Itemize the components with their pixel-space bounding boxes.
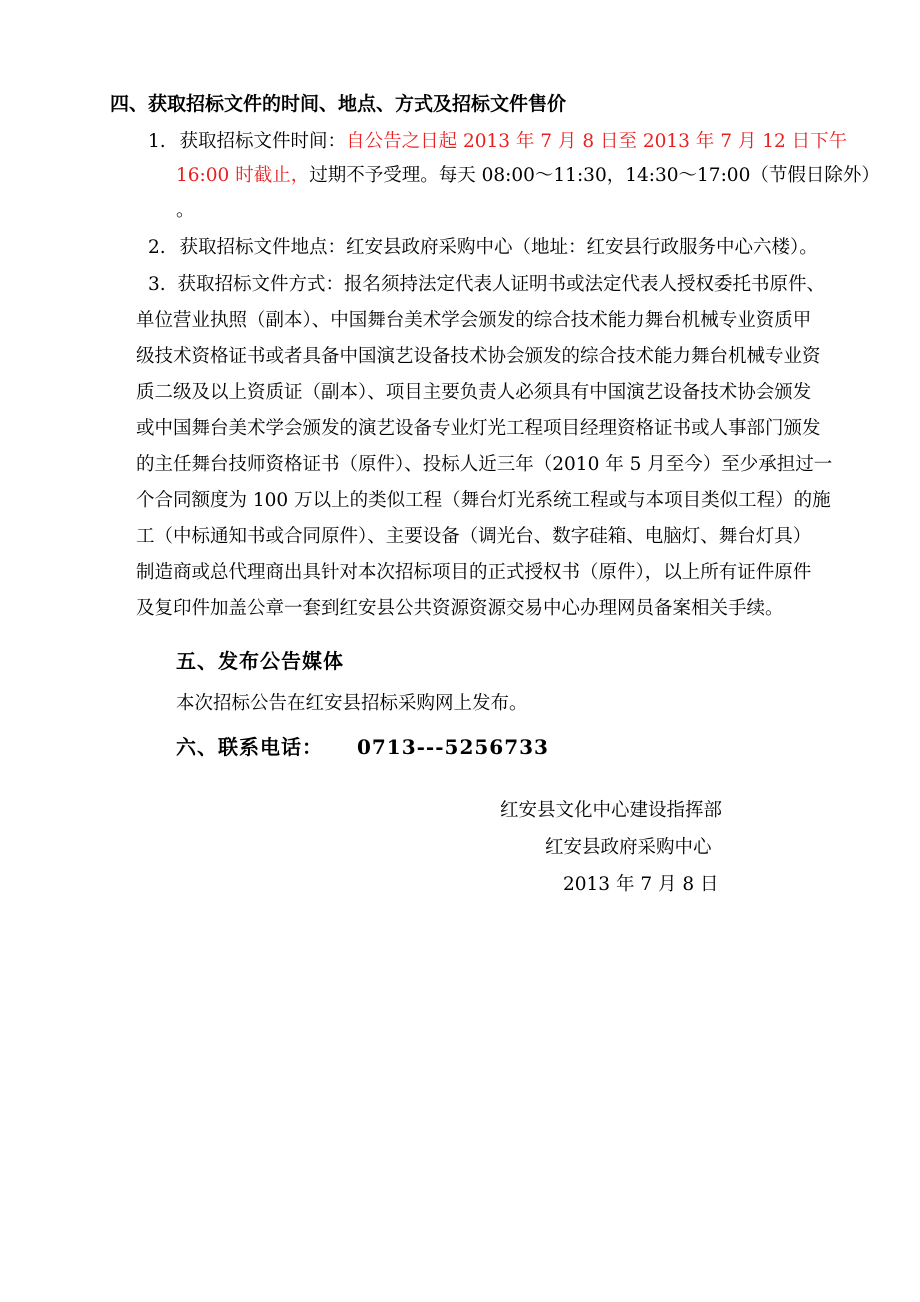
item-1-deadline: 16:00 时截止，: [176, 165, 310, 186]
item-1-line-2: [176, 164, 880, 188]
signature-org-1: 红安县文化中心建设指挥部: [500, 800, 723, 821]
item-3-text-line: 或中国舞台美术学会颁发的演艺设备专业灯光工程项目经理资格证书或人事部门颁发: [136, 418, 821, 439]
item-3-text-line: 级技术资格证书或者具备中国演艺设备技术协会颁发的综合技术能力舞台机械专业资: [136, 346, 821, 367]
section-5-text: 本次招标公告在红安县招标采购网上发布。: [176, 693, 528, 714]
item-3-text-line: 获取招标文件方式：报名须持法定代表人证明书或法定代表人授权委托书原件、: [177, 274, 826, 295]
item-3-text-line: 制造商或总代理商出具针对本次招标项目的正式授权书（原件），以上所有证件原件: [136, 562, 812, 583]
section-6-heading: [176, 735, 549, 759]
item-3-text-line: 个合同额度为 100 万以上的类似工程（舞台灯光系统工程或与本项目类似工程）的施: [136, 490, 831, 511]
item-3-line-1: [148, 273, 825, 297]
item-2-text: 获取招标文件地点：红安县政府采购中心（地址：红安县行政服务中心六楼）。: [179, 237, 818, 258]
item-1-number: 1.: [148, 131, 166, 152]
contact-phone: 0713---5256733: [356, 735, 549, 759]
item-1-hours: 过期不予受理。每天 08:00～11:30，14:30～17:00（节假日除外）: [309, 165, 880, 186]
section-4-heading: 四、获取招标文件的时间、地点、方式及招标文件售价: [110, 93, 567, 115]
item-3-text-line: 单位营业执照（副本）、中国舞台美术学会颁发的综合技术能力舞台机械专业资质甲: [136, 310, 812, 331]
item-3-text-line: 工（中标通知书或合同原件）、主要设备（调光台、数字硅箱、电脑灯、舞台灯具）: [136, 526, 812, 547]
item-1-label: 获取招标文件时间：: [179, 131, 347, 152]
signature-org-2: 红安县政府采购中心: [545, 837, 712, 858]
contact-label: 六、联系电话：: [176, 735, 323, 759]
signature-date: 2013 年 7 月 8 日: [563, 874, 719, 895]
item-2-number: 2.: [148, 237, 166, 258]
item-1-line-3: 。: [176, 200, 195, 221]
item-3-text-line: 质二级及以上资质证（副本）、项目主要负责人必须具有中国演艺设备技术协会颁发: [136, 382, 812, 403]
item-2: [148, 236, 818, 260]
item-3-text-line: 的主任舞台技师资格证书（原件）、投标人近三年（2010 年 5 月至今）至少承担过一: [136, 454, 833, 475]
item-1-line-1: [148, 130, 847, 154]
section-5-heading: 五、发布公告媒体: [176, 649, 344, 673]
item-3-number: 3.: [148, 274, 166, 295]
item-3-text-line: 及复印件加盖公章一套到红安县公共资源资源交易中心办理网员备案相关手续。: [136, 598, 784, 619]
item-1-time-range: 自公告之日起 2013 年 7 月 8 日至 2013 年 7 月 12 日下午: [346, 131, 848, 152]
